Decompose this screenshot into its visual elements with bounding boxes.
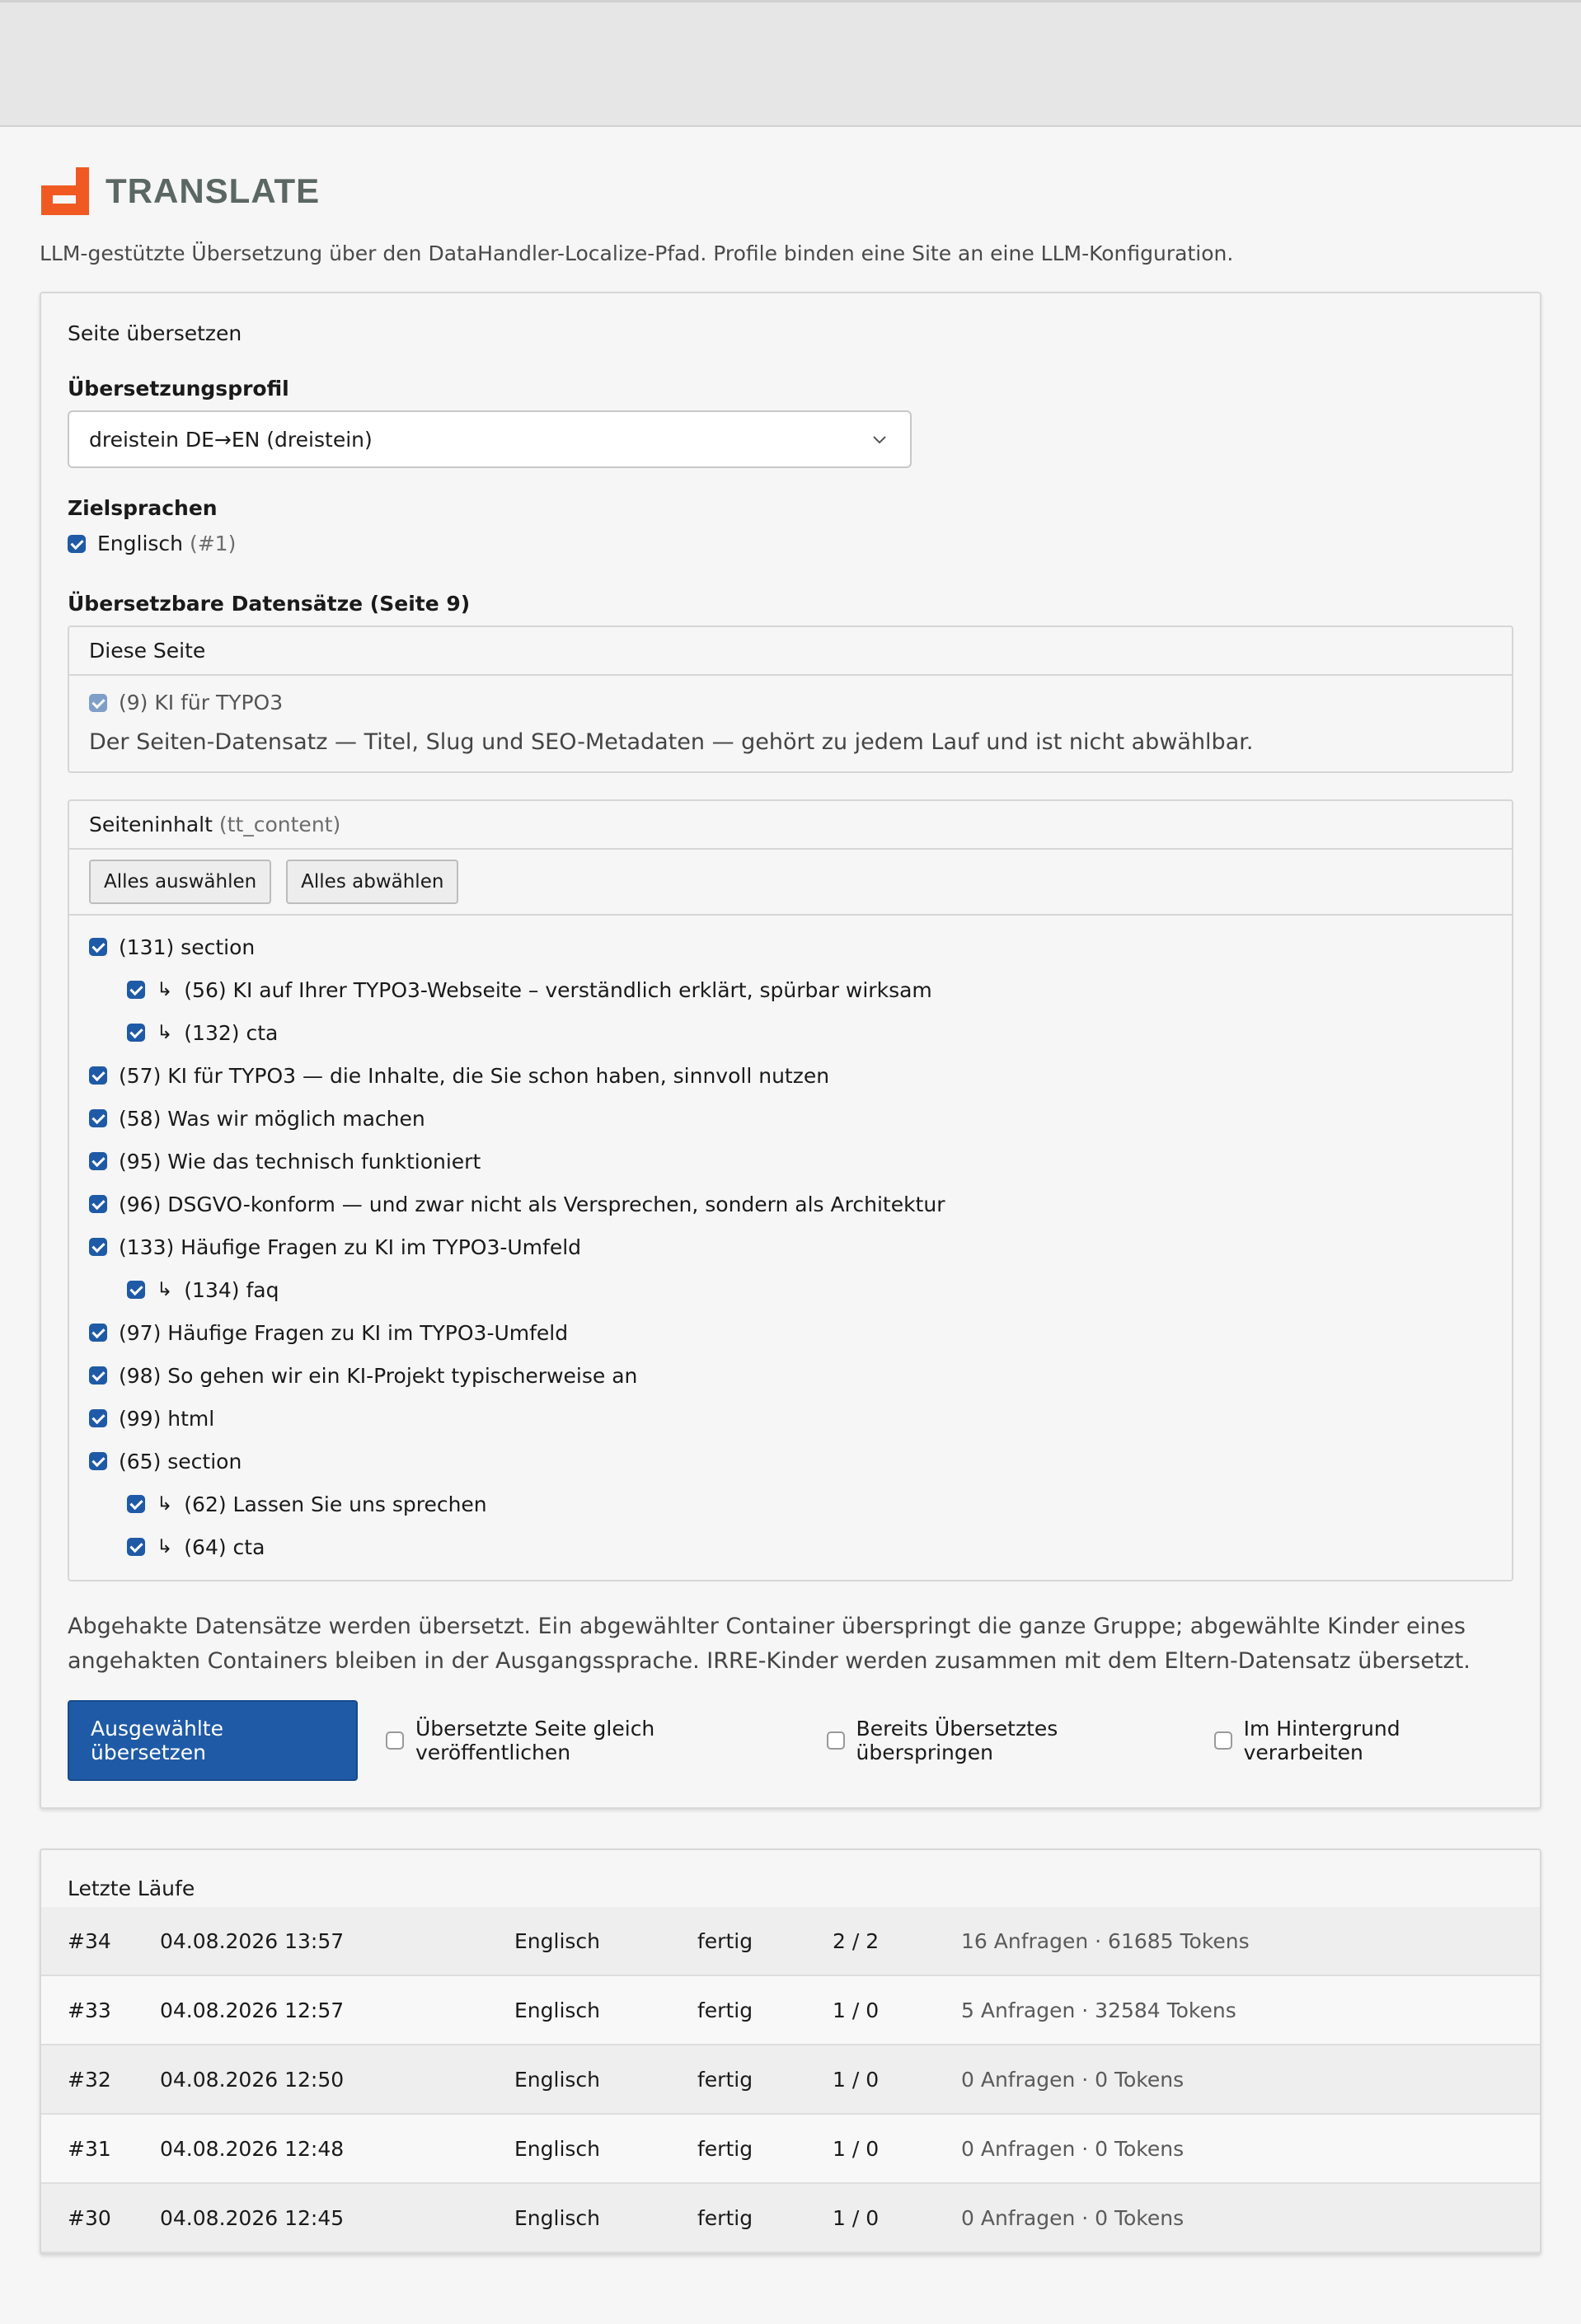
- content-item[interactable]: [89, 968, 1492, 1011]
- content-item-checkbox[interactable]: [89, 1066, 107, 1085]
- run-id: #31: [68, 2136, 111, 2161]
- background-checkbox[interactable]: [1214, 1731, 1232, 1750]
- content-item-checkbox[interactable]: [89, 1238, 107, 1256]
- content-item[interactable]: [89, 1268, 1492, 1311]
- run-status: fertig: [697, 2136, 753, 2161]
- run-row: [41, 2115, 1540, 2184]
- content-item-label: (132) cta: [184, 1020, 279, 1045]
- run-usage: 16 Anfragen · 61685 Tokens: [961, 1928, 1250, 1953]
- run-status: fertig: [697, 2205, 753, 2230]
- content-item[interactable]: [89, 1097, 1492, 1140]
- language-id: (#1): [189, 532, 237, 555]
- content-item-label: (96) DSGVO-konform — und zwar nicht als Versprechen, sondern als Architektur: [119, 1192, 945, 1216]
- content-item-label: (99) html: [119, 1406, 215, 1431]
- page-record-label: (9) KI für TYPO3: [119, 691, 284, 715]
- content-items-list: [69, 916, 1512, 1580]
- language-option-english[interactable]: [68, 532, 1513, 555]
- top-toolbar: [0, 0, 1581, 127]
- run-row: [41, 2184, 1540, 2253]
- module-content: [0, 166, 1581, 2255]
- content-item[interactable]: [89, 1011, 1492, 1054]
- translate-page-card: [40, 292, 1541, 1809]
- skip-translated-label: Bereits Übersetztes überspringen: [856, 1717, 1058, 1764]
- publish-label: Übersetzte Seite gleich veröffentlichen: [415, 1717, 655, 1764]
- run-id: #33: [68, 1998, 111, 2022]
- background-option[interactable]: [1214, 1717, 1513, 1764]
- run-usage: 0 Anfragen · 0 Tokens: [961, 2136, 1185, 2161]
- content-item-checkbox[interactable]: [89, 938, 107, 956]
- run-id: #30: [68, 2205, 111, 2230]
- page-record-checkbox: [89, 694, 107, 712]
- content-item-label: (98) So gehen wir ein KI-Projekt typischerweise an: [119, 1363, 638, 1388]
- content-item-label: (97) Häufige Fragen zu KI im TYPO3-Umfeld: [119, 1320, 569, 1345]
- content-item-label: (64) cta: [184, 1534, 265, 1559]
- child-arrow-icon: ↳: [157, 979, 173, 1000]
- content-item-checkbox[interactable]: [127, 1024, 145, 1042]
- publish-checkbox[interactable]: [386, 1731, 404, 1750]
- run-date: 04.08.2026 12:50: [160, 2067, 345, 2092]
- brand-header: [40, 166, 1541, 216]
- run-date: 04.08.2026 12:48: [160, 2136, 345, 2161]
- content-header: [69, 801, 1512, 850]
- content-item-checkbox[interactable]: [127, 1281, 145, 1299]
- run-language: Englisch: [514, 2205, 601, 2230]
- content-item-checkbox[interactable]: [89, 1195, 107, 1213]
- run-count: 1 / 0: [833, 2067, 880, 2092]
- content-item-checkbox[interactable]: [89, 1409, 107, 1427]
- run-date: 04.08.2026 12:45: [160, 2205, 345, 2230]
- run-count: 1 / 0: [833, 1998, 880, 2022]
- content-bulk-actions: [69, 850, 1512, 916]
- records-label: Übersetzbare Datensätze (Seite 9): [68, 592, 471, 616]
- profile-select-value: dreistein DE→EN (dreistein): [89, 427, 373, 452]
- content-item[interactable]: [89, 1483, 1492, 1525]
- run-status: fertig: [697, 1928, 753, 1953]
- run-count: 1 / 0: [833, 2136, 880, 2161]
- translate-selected-button[interactable]: Ausgewählte übersetzen: [68, 1700, 358, 1781]
- select-all-button[interactable]: Alles auswählen: [89, 860, 271, 904]
- run-date: 04.08.2026 13:57: [160, 1928, 345, 1953]
- content-item-label: (56) KI auf Ihrer TYPO3-Webseite – verständlich erklärt, spürbar wirksam: [184, 977, 932, 1002]
- profile-label: Übersetzungsprofil: [68, 377, 289, 401]
- content-item[interactable]: [89, 1183, 1492, 1225]
- this-page-header: Diese Seite: [69, 627, 1512, 676]
- content-item-label: (131) section: [119, 935, 256, 959]
- recent-runs-table: [41, 1907, 1540, 2253]
- module-description: LLM-gestützte Übersetzung über den DataHandler-Localize-Pfad. Profile binden eine Site an eine LLM-Konfiguration.: [40, 241, 1234, 265]
- content-item-checkbox[interactable]: [127, 1495, 145, 1513]
- run-row: [41, 1976, 1540, 2045]
- profile-select[interactable]: [68, 410, 912, 468]
- publish-option[interactable]: [386, 1717, 799, 1764]
- content-item-checkbox[interactable]: [127, 1538, 145, 1556]
- content-item[interactable]: [89, 1397, 1492, 1440]
- child-arrow-icon: ↳: [157, 1279, 173, 1300]
- run-language: Englisch: [514, 2067, 601, 2092]
- chevron-down-icon: [870, 430, 889, 448]
- content-item-label: (133) Häufige Fragen zu KI im TYPO3-Umfeld: [119, 1235, 582, 1259]
- language-name: Englisch: [97, 532, 184, 555]
- content-item-label: (62) Lassen Sie uns sprechen: [184, 1492, 487, 1516]
- translate-logo-icon: [40, 167, 92, 215]
- content-item[interactable]: [89, 1054, 1492, 1097]
- content-item-checkbox[interactable]: [89, 1152, 107, 1170]
- languages-label: Zielsprachen: [68, 496, 218, 520]
- run-language: Englisch: [514, 1998, 601, 2022]
- deselect-all-button[interactable]: Alles abwählen: [286, 860, 458, 904]
- run-status: fertig: [697, 1998, 753, 2022]
- run-date: 04.08.2026 12:57: [160, 1998, 345, 2022]
- run-count: 1 / 0: [833, 2205, 880, 2230]
- run-id: #32: [68, 2067, 111, 2092]
- content-item-checkbox[interactable]: [89, 1109, 107, 1127]
- content-item-label: (95) Wie das technisch funktioniert: [119, 1149, 481, 1174]
- run-usage: 5 Anfragen · 32584 Tokens: [961, 1998, 1236, 2022]
- content-table-name: (tt_content): [218, 813, 341, 836]
- content-item-label: (65) section: [119, 1449, 242, 1474]
- child-arrow-icon: ↳: [157, 1022, 173, 1043]
- skip-translated-option[interactable]: [827, 1717, 1186, 1764]
- content-item[interactable]: [89, 925, 1492, 968]
- content-panel: [68, 799, 1513, 1581]
- language-checkbox[interactable]: [68, 535, 86, 553]
- selection-help-text: Abgehakte Datensätze werden übersetzt. Ein abgewählter Container überspringt die ganze Gruppe; abgewählte Kinder eines angehakten Containers bleiben in der Ausgangssprache. IRRE-Kinder werden zusammen mit dem Eltern-Datensatz übersetzt.: [68, 1614, 1471, 1674]
- child-arrow-icon: ↳: [157, 1493, 173, 1515]
- run-row: [41, 1907, 1540, 1976]
- run-id: #34: [68, 1928, 111, 1953]
- recent-runs-card: [40, 1848, 1541, 2255]
- card-header: Seite übersetzen: [68, 321, 242, 345]
- content-item[interactable]: [89, 1311, 1492, 1354]
- recent-runs-title: Letzte Läufe: [68, 1877, 195, 1900]
- run-usage: 0 Anfragen · 0 Tokens: [961, 2067, 1185, 2092]
- background-label: Im Hintergrund verarbeiten: [1243, 1717, 1400, 1764]
- content-item-checkbox[interactable]: [89, 1324, 107, 1342]
- app-title: TRANSLATE: [106, 171, 321, 210]
- content-item-label: (134) faq: [184, 1277, 279, 1302]
- content-item-checkbox[interactable]: [89, 1366, 107, 1385]
- skip-translated-checkbox[interactable]: [827, 1731, 845, 1750]
- run-status: fertig: [697, 2067, 753, 2092]
- content-item-label: (58) Was wir möglich machen: [119, 1106, 425, 1131]
- child-arrow-icon: ↳: [157, 1536, 173, 1558]
- run-row: [41, 2045, 1540, 2115]
- content-item-checkbox[interactable]: [89, 1452, 107, 1470]
- content-item[interactable]: [89, 1440, 1492, 1483]
- content-item[interactable]: [89, 1225, 1492, 1268]
- page-record-note: Der Seiten-Datensatz — Titel, Slug und SEO-Metadaten — gehört zu jedem Lauf und ist nicht abwählbar.: [89, 729, 1254, 755]
- this-page-panel: [68, 626, 1513, 773]
- content-item[interactable]: [89, 1354, 1492, 1397]
- run-usage: 0 Anfragen · 0 Tokens: [961, 2205, 1185, 2230]
- run-language: Englisch: [514, 1928, 601, 1953]
- content-header-label: Seiteninhalt: [89, 813, 213, 836]
- run-count: 2 / 2: [833, 1928, 880, 1953]
- run-language: Englisch: [514, 2136, 601, 2161]
- submit-row: [68, 1700, 1513, 1781]
- content-item[interactable]: [89, 1525, 1492, 1568]
- content-item-checkbox[interactable]: [127, 981, 145, 999]
- content-item-label: (57) KI für TYPO3 — die Inhalte, die Sie schon haben, sinnvoll nutzen: [119, 1063, 830, 1088]
- content-item[interactable]: [89, 1140, 1492, 1183]
